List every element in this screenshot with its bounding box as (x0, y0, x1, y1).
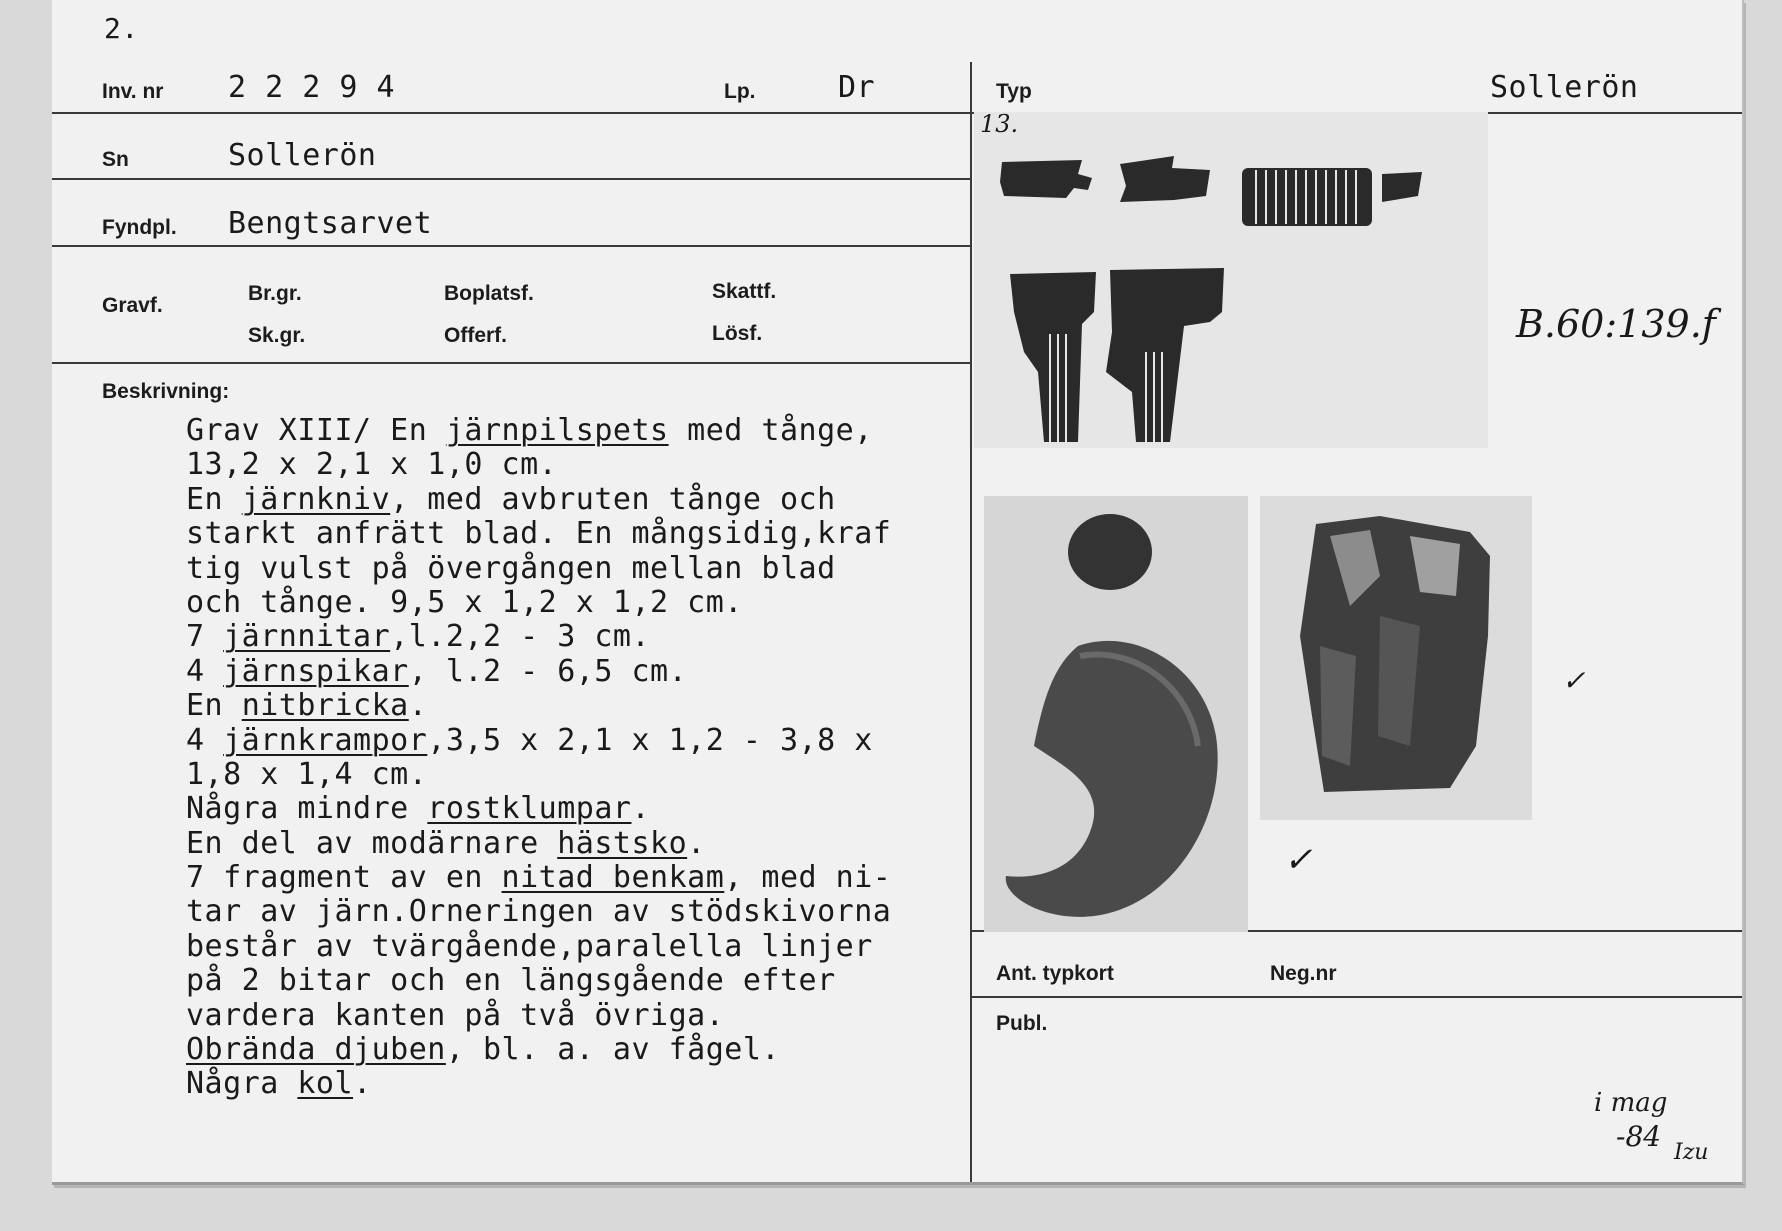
desc-line: och tånge. 9,5 x 1,2 x 1,2 cm. (186, 584, 743, 620)
boplatsf-label: Boplatsf. (444, 282, 534, 305)
column-divider (970, 62, 972, 1182)
desc-line: 13,2 x 2,1 x 1,0 cm. (186, 447, 558, 483)
typ-label: Typ (996, 80, 1032, 103)
desc-line: Grav XIII/ En järnpilspets med tånge, (186, 413, 873, 448)
desc-line: Några kol. (186, 1066, 372, 1102)
fyndpl-value: Bengtsarvet (228, 206, 433, 241)
check-mark: ✓ (1562, 664, 1586, 697)
desc-line: 7 järnnitar,l.2,2 - 3 cm. (186, 619, 651, 655)
corner-number: 2. (104, 12, 139, 45)
desc-line: tar av järn.Orneringen av stödskivorna (186, 894, 892, 930)
desc-line: Obrända djuben, bl. a. av fågel. (186, 1032, 780, 1068)
desc-line: En järnkniv, med avbruten tånge och (186, 481, 836, 517)
storage-note-year: -84 (1616, 1120, 1662, 1153)
storage-note-signature: Izu (1674, 1140, 1709, 1165)
catalog-card (52, 0, 1744, 1185)
horseshoe-illustration (984, 496, 1248, 932)
skattf-label: Skattf. (712, 280, 777, 303)
brgr-label: Br.gr. (248, 282, 302, 305)
losf-label: Lösf. (712, 322, 763, 345)
inv-nr-label: Inv. nr (102, 80, 164, 103)
desc-line: 7 fragment av en nitad benkam, med ni- (186, 860, 892, 896)
desc-line: starkt anfrätt blad. En mångsidig,kraf (186, 516, 892, 552)
sn-rule (52, 178, 970, 180)
desc-line: 4 järnkrampor,3,5 x 2,1 x 1,2 - 3,8 x (186, 722, 873, 758)
publ-rule (972, 996, 1742, 998)
sn-value: Sollerön (228, 138, 377, 173)
desc-line: 1,8 x 1,4 cm. (186, 756, 428, 792)
photo-comb-fragments (974, 112, 1488, 448)
desc-line: En del av modärnare hästsko. (186, 825, 706, 861)
desc-line: består av tvärgående,paralella linjer (186, 928, 873, 964)
desc-line: vardera kanten på två övriga. (186, 997, 725, 1033)
skgr-label: Sk.gr. (248, 324, 306, 347)
lp-label: Lp. (724, 80, 756, 103)
inv-nr-value: 2 2 2 9 4 (228, 70, 396, 105)
corroded-lump-illustration (1260, 496, 1532, 820)
desc-line: 4 järnspikar, l.2 - 6,5 cm. (186, 653, 688, 689)
desc-line: tig vulst på övergången mellan blad (186, 550, 836, 586)
sn-label: Sn (102, 148, 129, 171)
photo-corroded-lump (1260, 496, 1532, 820)
desc-line: Några mindre rostklumpar. (186, 791, 651, 827)
gravf-label: Gravf. (102, 294, 163, 317)
offerf-label: Offerf. (444, 324, 507, 347)
fyndpl-rule (52, 245, 970, 247)
ant-typkort-label: Ant. typkort (996, 962, 1114, 985)
beskrivning-label: Beskrivning: (102, 380, 230, 403)
neg-nr-label: Neg.nr (1270, 962, 1337, 985)
fyndpl-label: Fyndpl. (102, 216, 177, 239)
desc-line: på 2 bitar och en längsgående efter (186, 963, 836, 999)
photo-horseshoe (984, 496, 1248, 932)
lp-value: Dr (838, 70, 876, 105)
publ-label: Publ. (996, 1012, 1048, 1035)
photo-number: 13. (980, 112, 1019, 138)
typ-value: Sollerön (1490, 70, 1639, 105)
gravf-rule (52, 362, 970, 364)
description-text (186, 414, 891, 1102)
catalog-ref: B.60:139.f (1516, 302, 1716, 346)
header-rule (52, 112, 1742, 114)
desc-line: En nitbricka. (186, 688, 428, 724)
check-mark: ✓ (1284, 840, 1313, 880)
comb-fragments-illustration (974, 112, 1488, 448)
storage-note: i mag (1594, 1088, 1668, 1118)
